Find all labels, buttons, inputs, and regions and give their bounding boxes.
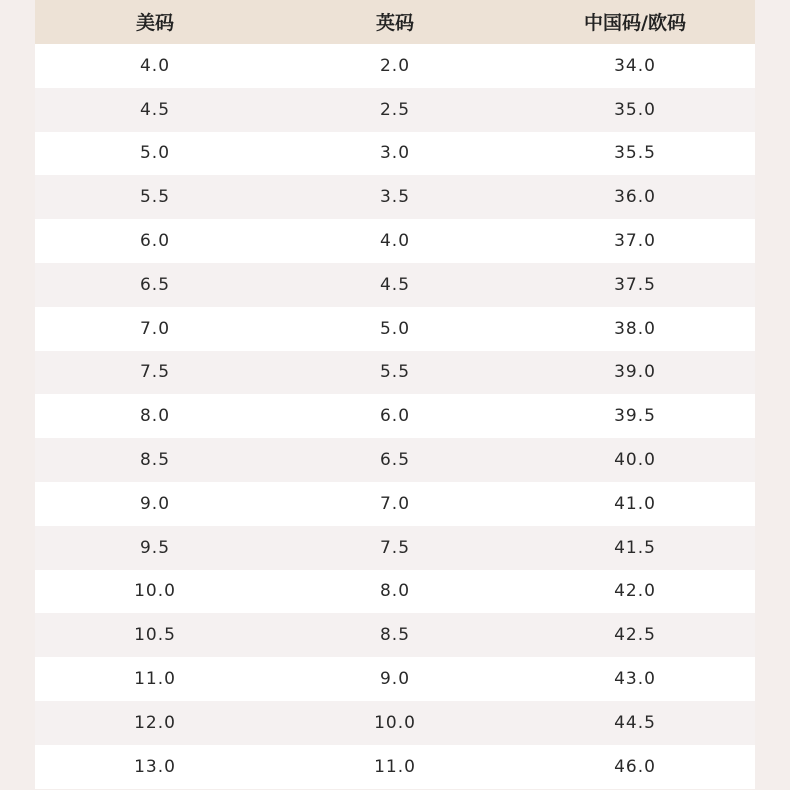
table-row (35, 175, 755, 219)
table-row (35, 482, 755, 526)
cell-us-size: 13.0 (134, 756, 176, 777)
header-us-size: 美码 (135, 11, 174, 34)
cell-us-size: 10.0 (134, 581, 176, 602)
cell-uk-size: 3.5 (379, 187, 411, 208)
table-header (35, 0, 755, 44)
cell-uk-size: 7.5 (379, 537, 411, 558)
cell-cn-eu-size: 39.0 (614, 362, 656, 383)
cell-cn-eu-size: 40.0 (614, 450, 656, 471)
cell-uk-size: 7.0 (379, 493, 411, 514)
cell-us-size: 4.0 (139, 55, 171, 76)
table-row (35, 745, 755, 789)
cell-cn-eu-size: 41.5 (614, 537, 656, 558)
cell-us-size: 4.5 (139, 99, 171, 120)
cell-cn-eu-size: 42.5 (614, 625, 656, 646)
table-row (35, 132, 755, 176)
cell-uk-size: 2.0 (379, 55, 411, 76)
table-row (35, 394, 755, 438)
cell-cn-eu-size: 35.0 (614, 99, 656, 120)
cell-us-size: 10.5 (134, 625, 176, 646)
cell-us-size: 11.0 (134, 669, 176, 690)
cell-cn-eu-size: 37.0 (614, 231, 656, 252)
cell-uk-size: 4.0 (379, 231, 411, 252)
table-row (35, 701, 755, 745)
cell-uk-size: 11.0 (374, 756, 416, 777)
cell-us-size: 5.0 (139, 143, 171, 164)
table-row (35, 570, 755, 614)
cell-uk-size: 10.0 (374, 712, 416, 733)
table-row (35, 219, 755, 263)
cell-us-size: 7.5 (139, 362, 171, 383)
cell-cn-eu-size: 39.5 (614, 406, 656, 427)
cell-cn-eu-size: 38.0 (614, 318, 656, 339)
table-row (35, 88, 755, 132)
cell-us-size: 9.0 (139, 493, 171, 514)
table-row (35, 613, 755, 657)
table-row (35, 263, 755, 307)
cell-uk-size: 9.0 (379, 669, 411, 690)
cell-cn-eu-size: 37.5 (614, 274, 656, 295)
cell-cn-eu-size: 43.0 (614, 669, 656, 690)
cell-cn-eu-size: 36.0 (614, 187, 656, 208)
cell-uk-size: 3.0 (379, 143, 411, 164)
cell-uk-size: 8.5 (379, 625, 411, 646)
table-row (35, 657, 755, 701)
size-conversion-table (35, 0, 755, 789)
table-row (35, 438, 755, 482)
cell-cn-eu-size: 41.0 (614, 493, 656, 514)
cell-us-size: 5.5 (139, 187, 171, 208)
cell-uk-size: 4.5 (379, 274, 411, 295)
cell-cn-eu-size: 34.0 (614, 55, 656, 76)
cell-us-size: 8.0 (139, 406, 171, 427)
cell-uk-size: 2.5 (379, 99, 411, 120)
cell-us-size: 6.5 (139, 274, 171, 295)
cell-us-size: 9.5 (139, 537, 171, 558)
cell-uk-size: 6.0 (379, 406, 411, 427)
cell-uk-size: 5.5 (379, 362, 411, 383)
cell-cn-eu-size: 44.5 (614, 712, 656, 733)
cell-uk-size: 6.5 (379, 450, 411, 471)
cell-uk-size: 8.0 (379, 581, 411, 602)
cell-cn-eu-size: 35.5 (614, 143, 656, 164)
cell-cn-eu-size: 42.0 (614, 581, 656, 602)
table-row (35, 307, 755, 351)
table-row (35, 44, 755, 88)
table-row (35, 351, 755, 395)
header-cn-eu-size: 中国码/欧码 (584, 11, 686, 34)
cell-us-size: 12.0 (134, 712, 176, 733)
cell-uk-size: 5.0 (379, 318, 411, 339)
header-uk-size: 英码 (375, 11, 414, 34)
cell-cn-eu-size: 46.0 (614, 756, 656, 777)
cell-us-size: 8.5 (139, 450, 171, 471)
cell-us-size: 7.0 (139, 318, 171, 339)
table-row (35, 526, 755, 570)
cell-us-size: 6.0 (139, 231, 171, 252)
